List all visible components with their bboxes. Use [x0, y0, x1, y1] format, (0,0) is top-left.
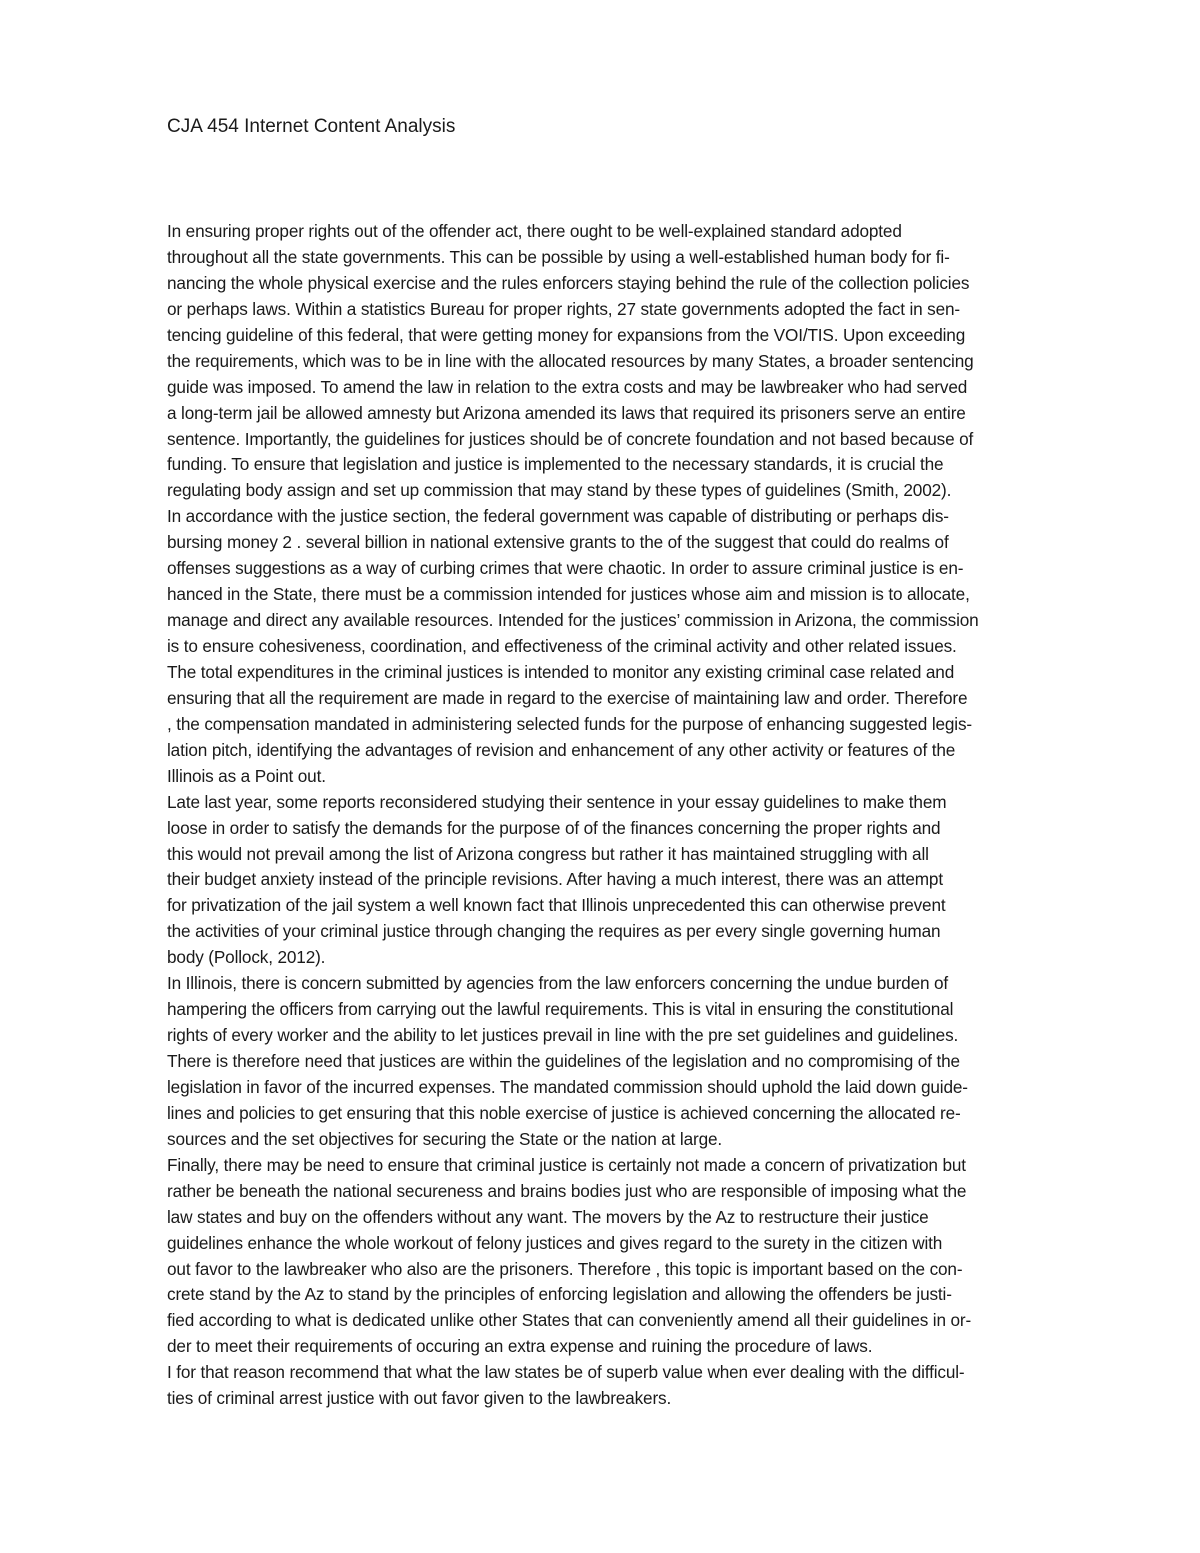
- body-line: the requirements, which was to be in line with the allocated resources by many States, a broader sentencing: [167, 350, 974, 371]
- body-line: a long-term jail be allowed amnesty but Arizona amended its laws that required its prisoners serve an entire: [167, 402, 966, 423]
- body-line: sentence. Importantly, the guidelines for justices should be of concrete foundation and not based because of: [167, 428, 974, 449]
- document-title: CJA 454 Internet Content Analysis: [167, 116, 456, 137]
- body-line: their budget anxiety instead of the principle revisions. After having a much interest, there was an attempt: [167, 869, 943, 890]
- body-line: lines and policies to get ensuring that this noble exercise of justice is achieved concerning the allocated re-: [167, 1102, 961, 1123]
- body-line: the activities of your criminal justice through changing the requires as per every single governing human: [167, 921, 941, 942]
- body-line: Finally, there may be need to ensure that criminal justice is certainly not made a concern of privatization but: [167, 1154, 966, 1175]
- body-line: throughout all the state governments. This can be possible by using a well-established human body for fi-: [167, 246, 950, 267]
- body-line: In Illinois, there is concern submitted by agencies from the law enforcers concerning the undue burden of: [167, 973, 949, 994]
- body-line: nancing the whole physical exercise and the rules enforcers staying behind the rule of the collection policies: [167, 272, 970, 293]
- body-line: is to ensure cohesiveness, coordination, and effectiveness of the criminal activity and other related issues.: [167, 636, 957, 656]
- body-line: guide was imposed. To amend the law in relation to the extra costs and may be lawbreaker who had served: [167, 376, 968, 397]
- body-line: offenses suggestions as a way of curbing crimes that were chaotic. In order to assure criminal justice is en-: [167, 558, 964, 579]
- body-line: tencing guideline of this federal, that were getting money for expansions from the VOI/TIS. Upon exceeding: [167, 324, 966, 345]
- body-line: bursing money 2 . several billion in national extensive grants to the of the suggest that could do realms of: [167, 532, 949, 553]
- body-line: rights of every worker and the ability to let justices prevail in line with the pre set guidelines and guidelines.: [167, 1025, 959, 1046]
- body-line: lation pitch, identifying the advantages of revision and enhancement of any other activity or features of the: [167, 739, 956, 760]
- body-line: or perhaps laws. Within a statistics Bureau for proper rights, 27 state governments adopted the fact in sen-: [167, 298, 960, 319]
- body-line: loose in order to satisfy the demands for the purpose of of the finances concerning the proper rights and: [167, 817, 941, 838]
- body-line: legislation in favor of the incurred expenses. The mandated commission should uphold the laid down guide-: [167, 1076, 968, 1097]
- body-line: funding. To ensure that legislation and justice is implemented to the necessary standards, it is crucial the: [167, 454, 944, 475]
- body-line: In accordance with the justice section, the federal government was capable of distributing or perhaps dis-: [167, 506, 949, 527]
- body-line: In ensuring proper rights out of the offender act, there ought to be well-explained standard adopted: [167, 221, 902, 241]
- body-line: Illinois as a Point out.: [167, 765, 326, 786]
- body-line: The total expenditures in the criminal justices is intended to monitor any existing criminal case related and: [167, 661, 955, 682]
- body-line: sources and the set objectives for securing the State or the nation at large.: [167, 1128, 723, 1149]
- body-line: guidelines enhance the whole workout of felony justices and gives regard to the surety in the citizen with: [167, 1232, 943, 1253]
- body-line: body (Pollock, 2012).: [167, 947, 326, 968]
- document-body: [167, 219, 1127, 1412]
- body-line: for privatization of the jail system a well known fact that Illinois unprecedented this can otherwise prevent: [167, 895, 946, 916]
- body-line: regulating body assign and set up commission that may stand by these types of guidelines (Smith, 2002).: [167, 480, 952, 501]
- body-line: law states and buy on the offenders without any want. The movers by the Az to restructure their justice: [167, 1206, 929, 1227]
- body-line: crete stand by the Az to stand by the principles of enforcing legislation and allowing the offenders be justi-: [167, 1284, 952, 1305]
- body-line: There is therefore need that justices are within the guidelines of the legislation and no compromising of the: [167, 1051, 960, 1071]
- body-line: Late last year, some reports reconsidered studying their sentence in your essay guidelines to make them: [167, 791, 947, 812]
- body-line: rather be beneath the national secureness and brains bodies just who are responsible of imposing what the: [167, 1180, 967, 1201]
- body-line: out favor to the lawbreaker who also are the prisoners. Therefore , this topic is important based on the con-: [167, 1258, 963, 1279]
- body-line: ensuring that all the requirement are made in regard to the exercise of maintaining law and order. Therefore: [167, 687, 968, 708]
- body-line: der to meet their requirements of occuring an extra expense and ruining the procedure of laws.: [167, 1336, 873, 1357]
- body-line: , the compensation mandated in administering selected funds for the purpose of enhancing suggested legis-: [167, 713, 972, 734]
- body-line: I for that reason recommend that what the law states be of superb value when ever dealing with the difficul-: [167, 1362, 965, 1383]
- body-line: fied according to what is dedicated unlike other States that can conveniently amend all their guidelines in or-: [167, 1310, 972, 1331]
- body-line: ties of criminal arrest justice with out favor given to the lawbreakers.: [167, 1388, 672, 1409]
- body-line: manage and direct any available resources. Intended for the justices’ commission in Arizona, the commission: [167, 610, 979, 631]
- body-line: this would not prevail among the list of Arizona congress but rather it has maintained struggling with all: [167, 843, 929, 864]
- body-line: hanced in the State, there must be a commission intended for justices whose aim and mission is to allocate,: [167, 584, 970, 605]
- body-line: hampering the officers from carrying out the lawful requirements. This is vital in ensuring the constitutional: [167, 999, 954, 1020]
